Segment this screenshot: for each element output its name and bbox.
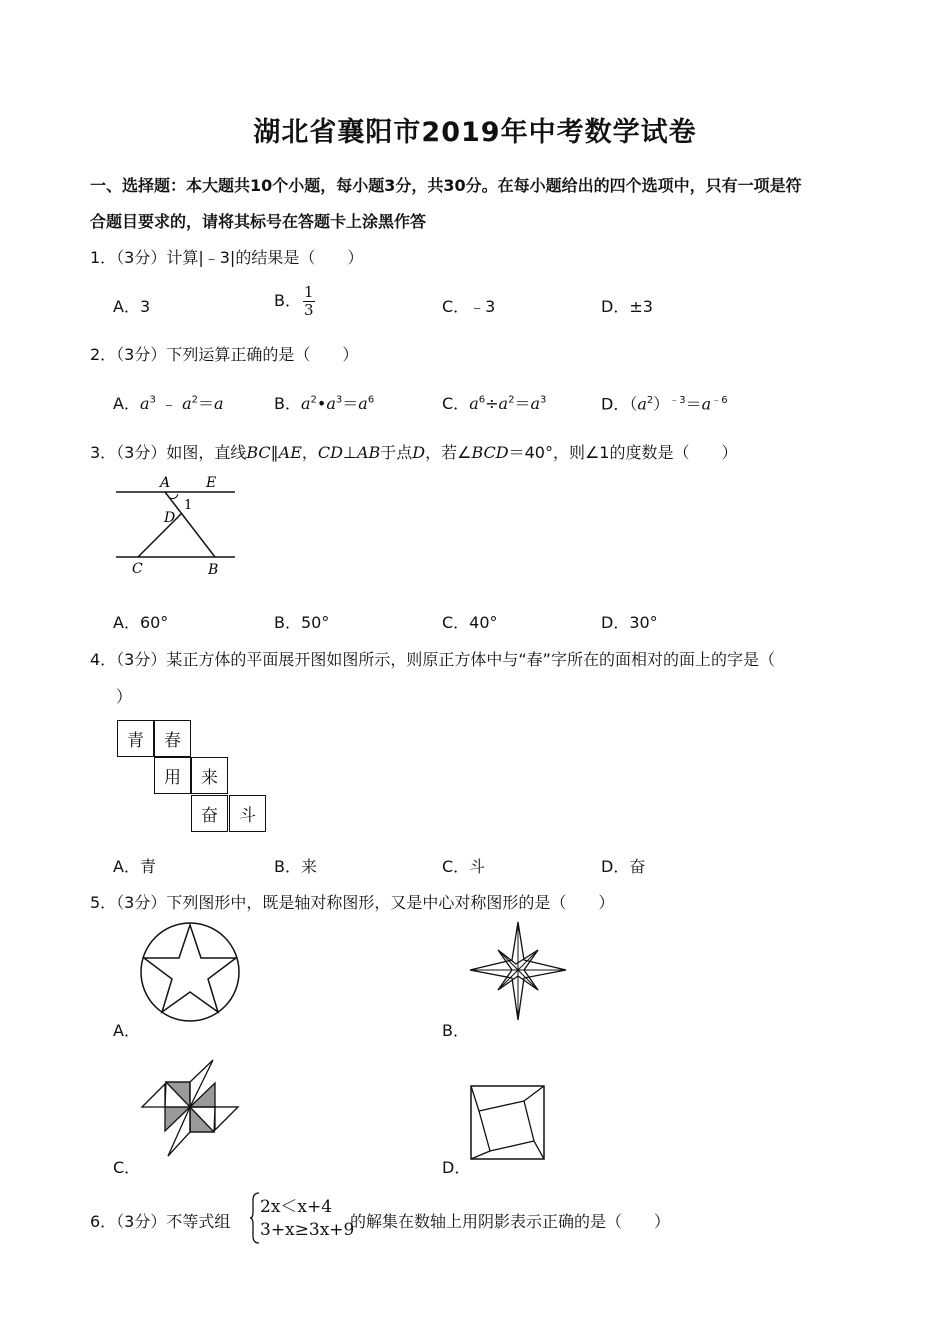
- q3-option-a: A．60°: [113, 613, 169, 632]
- paren: ）: [653, 394, 670, 414]
- op: ＝: [514, 394, 531, 413]
- exp: 2: [191, 394, 198, 406]
- q3-ae: AE: [278, 443, 302, 462]
- q1-option-b-prefix: B．: [274, 291, 301, 310]
- exp: 3: [335, 394, 343, 406]
- question-6-stem-pre: 6．（3分）不等式组: [90, 1212, 231, 1231]
- var-a: a: [498, 394, 509, 413]
- var-a: a: [300, 394, 311, 413]
- question-5-stem: 5．（3分）下列图形中，既是轴对称图形，又是中心对称图形的是（ ）: [90, 893, 615, 912]
- var-a: a: [637, 394, 647, 414]
- var-a: a: [530, 394, 540, 413]
- q3-text: 于点: [380, 443, 413, 462]
- q3-text: 3．（3分）如图，直线: [90, 443, 247, 462]
- cube-face-lai: 来: [191, 757, 228, 794]
- label-a: A: [160, 475, 171, 491]
- q3-option-c: C．40°: [442, 613, 498, 632]
- var-a: a: [214, 394, 224, 413]
- q2-a-prefix: A．: [113, 394, 140, 413]
- brace-icon: [250, 1192, 260, 1244]
- q3-text: ＝40°，则∠1的度数是（ ）: [508, 443, 738, 462]
- question-3-stem: [90, 440, 737, 463]
- q3-ab: AB: [356, 443, 381, 462]
- q1-option-b: [274, 284, 315, 319]
- q4-option-a: A．青: [113, 857, 156, 876]
- q5-figure-d-square-in-square: [468, 1083, 548, 1163]
- op: ÷: [485, 394, 499, 413]
- q3-bcd: BCD: [471, 443, 509, 462]
- q3-bc: BC: [246, 443, 271, 462]
- section-heading-line2: 合题目要求的，请将其标号在答题卡上涂黑作答: [90, 212, 427, 231]
- page-title: 湖北省襄阳市2019年中考数学试卷: [253, 117, 697, 148]
- op: ﹣: [155, 394, 183, 413]
- fraction-one-third: [303, 284, 315, 319]
- op: ＝: [197, 394, 214, 413]
- var-a: a: [326, 394, 336, 413]
- question-4-stem-line2: ）: [116, 687, 133, 706]
- q5-option-d: D．: [442, 1158, 471, 1177]
- q1-option-d: D．±3: [601, 297, 653, 316]
- label-d: D: [164, 510, 176, 526]
- exp: 2: [646, 395, 654, 406]
- inequality-1: 2x＜x+4: [260, 1197, 333, 1217]
- question-6-stem-post: 的解集在数轴上用阴影表示正确的是（ ）: [350, 1212, 671, 1231]
- exp: 6: [367, 394, 375, 406]
- var-a: a: [358, 394, 368, 413]
- var-a: a: [469, 394, 479, 413]
- question-4-stem-line1: 4．（3分）某正方体的平面展开图如图所示，则原正方体中与“春”字所在的面相对的面上的字是（: [90, 650, 775, 669]
- cube-face-fen: 奋: [191, 795, 228, 832]
- exp: ﹣3: [669, 395, 686, 406]
- question-2-stem: 2．（3分）下列运算正确的是（ ）: [90, 345, 359, 364]
- perp-symbol: ⊥: [343, 443, 357, 462]
- q4-option-d: D．奋: [601, 857, 646, 876]
- q4-option-b: B．来: [274, 857, 317, 876]
- fraction-numerator: 1: [303, 283, 314, 301]
- q5-figure-a-star-in-circle: [138, 920, 242, 1024]
- op: •: [316, 394, 327, 413]
- q3-cd: CD: [317, 443, 343, 462]
- exp: 3: [540, 394, 547, 406]
- q2-option-c: [442, 391, 546, 414]
- q3-option-b: B．50°: [274, 613, 330, 632]
- q5-option-b: B．: [442, 1021, 469, 1040]
- q2-option-d: [601, 391, 728, 414]
- q2-d-prefix: D．（: [601, 394, 638, 414]
- q2-b-prefix: B．: [274, 394, 301, 413]
- q3-option-d: D．30°: [601, 613, 658, 632]
- cube-face-dou: 斗: [229, 795, 266, 832]
- q3-d: D: [412, 443, 426, 462]
- q2-option-a: [113, 391, 224, 414]
- var-a: a: [701, 394, 712, 414]
- q1-option-a: A．3: [113, 297, 151, 316]
- var-a: a: [139, 394, 150, 413]
- inequality-2: 3+x≥3x+9: [260, 1220, 355, 1240]
- q5-figure-c-pinwheel: [138, 1052, 244, 1162]
- var-a: a: [182, 394, 192, 413]
- op: ＝: [342, 394, 359, 413]
- label-c: C: [132, 561, 143, 577]
- parallel-symbol: ∥: [270, 443, 279, 462]
- q4-option-c: C．斗: [442, 857, 486, 876]
- op: ＝: [685, 394, 702, 414]
- q5-option-c: C．: [113, 1158, 141, 1177]
- exp: 2: [310, 394, 317, 406]
- q3-text: ，若∠: [425, 443, 472, 462]
- q1-option-c: C．﹣3: [442, 297, 496, 316]
- q3-geometry-figure: [110, 470, 250, 585]
- exp: 6: [478, 394, 486, 406]
- q2-c-prefix: C．: [442, 394, 470, 413]
- label-1: 1: [184, 498, 193, 513]
- cube-face-qing: 青: [117, 720, 154, 757]
- q5-option-a: A．: [113, 1021, 140, 1040]
- exp: ﹣6: [711, 395, 728, 406]
- label-b: B: [208, 562, 219, 578]
- fraction-denominator: 3: [303, 301, 314, 319]
- q5-figure-b-compass-star: [468, 920, 570, 1024]
- question-1-stem: 1．（3分）计算|﹣3|的结果是（ ）: [90, 248, 364, 267]
- q3-sep: ，: [301, 443, 318, 462]
- q2-option-b: [274, 391, 374, 414]
- cube-face-yong: 用: [154, 757, 191, 794]
- cube-face-chun: 春: [154, 720, 191, 757]
- exp: 2: [508, 394, 515, 406]
- exp: 3: [149, 394, 156, 406]
- section-heading-line1: 一、选择题：本大题共10个小题，每小题3分，共30分。在每小题给出的四个选项中，只有一项是符: [90, 176, 802, 195]
- label-e: E: [206, 475, 217, 491]
